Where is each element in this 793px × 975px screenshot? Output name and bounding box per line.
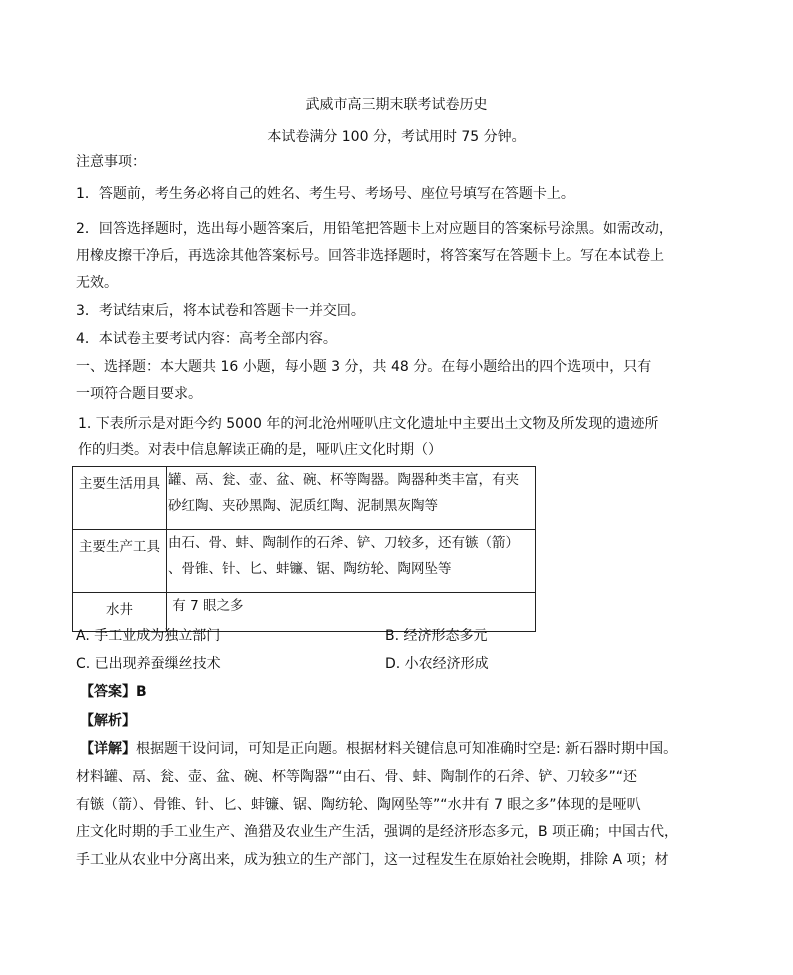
option-d: D. 小农经济形成 — [385, 656, 489, 672]
option-a: A. 手工业成为独立部门 — [76, 628, 221, 644]
table-cell-content — [167, 530, 536, 593]
detail-label: 【详解】 — [80, 741, 136, 757]
detail-line-5: 手工业从农业中分离出来，成为独立的生产部门，这一过程发生在原始社会晚期，排除 A 项；材 — [76, 852, 669, 868]
question-stem-cont: 作的归类。对表中信息解读正确的是，哑叭庄文化时期（） — [78, 442, 442, 458]
table-cell-line: 由石、骨、蚌、陶制作的石斧、铲、刀较多，还有镞（箭） — [168, 535, 519, 551]
notice-item-2-cont: 用橡皮擦干净后，再选涂其他答案标号。回答非选择题时，将答案写在答题卡上。写在本试卷上 — [76, 248, 664, 264]
table-cell-label: 水井 — [73, 593, 167, 632]
detail-line-1 — [80, 739, 677, 759]
section-heading: 一、选择题：本大题共 16 小题，每小题 3 分，共 48 分。在每小题给出的四个选项中，只有 — [76, 359, 652, 375]
notice-item-4: 4．本试卷主要考试内容：高考全部内容。 — [76, 331, 337, 347]
detail-text: 根据题干设问词，可知是正向题。根据材料关键信息可知准确时空是: 新石器时期中国。 — [136, 741, 678, 757]
table-cell-line: 砂红陶、夹砂黑陶、泥质红陶、泥制黑灰陶等 — [168, 498, 438, 514]
question-stem: 1. 下表所示是对距今约 5000 年的河北沧州哑叭庄文化遗址中主要出土文物及所发现的遗迹所 — [78, 416, 659, 432]
table-row — [73, 467, 536, 530]
answer-line — [80, 682, 147, 702]
notice-item-2-end: 无效。 — [76, 275, 118, 291]
table-cell-content — [167, 467, 536, 530]
notice-item-3: 3．考试结束后，将本试卷和答题卡一并交回。 — [76, 303, 365, 319]
option-c: C. 已出现养蚕缫丝技术 — [76, 656, 221, 672]
answer-value: B — [136, 684, 147, 700]
detail-line-4: 庄文化时期的手工业生产、渔猎及农业生产生活，强调的是经济形态多元，B 项正确；中国古代， — [76, 824, 679, 840]
option-b: B. 经济形态多元 — [385, 628, 488, 644]
document-title: 武威市高三期末联考试卷历史 — [305, 97, 488, 113]
document-subtitle: 本试卷满分 100 分，考试用时 75 分钟。 — [267, 129, 526, 145]
table-cell-line: 罐、鬲、瓮、壶、盆、碗、杯等陶器。陶器种类丰富，有夹 — [168, 472, 519, 488]
table-cell-label: 主要生产工具 — [73, 530, 167, 593]
table-row — [73, 530, 536, 593]
detail-line-3: 有镞（箭）、骨锥、针、匕、蚌镰、锯、陶纺轮、陶网坠等”“水井有 7 眼之多”体现的是哑叭 — [76, 797, 641, 813]
table-cell-line: 有 7 眼之多 — [168, 598, 244, 614]
artifact-table — [72, 466, 536, 632]
analysis-label: 【解析】 — [80, 713, 136, 729]
notice-item-2: 2．回答选择题时，选出每小题答案后，用铅笔把答题卡上对应题目的答案标号涂黑。如需改动， — [76, 221, 673, 237]
answer-label: 【答案】 — [80, 684, 136, 700]
section-heading-cont: 一项符合题目要求。 — [76, 386, 202, 402]
detail-line-2: 材料罐、鬲、瓮、壶、盆、碗、杯等陶器”“由石、骨、蚌、陶制作的石斧、铲、刀较多”“还 — [76, 769, 638, 785]
table-cell-line: 、骨锥、针、匕、蚌镰、锯、陶纺轮、陶网坠等 — [168, 561, 452, 577]
notice-item-1: 1．答题前，考生务必将自己的姓名、考生号、考场号、座位号填写在答题卡上。 — [76, 186, 575, 202]
notice-heading: 注意事项： — [76, 154, 146, 170]
table-cell-label: 主要生活用具 — [73, 467, 167, 530]
